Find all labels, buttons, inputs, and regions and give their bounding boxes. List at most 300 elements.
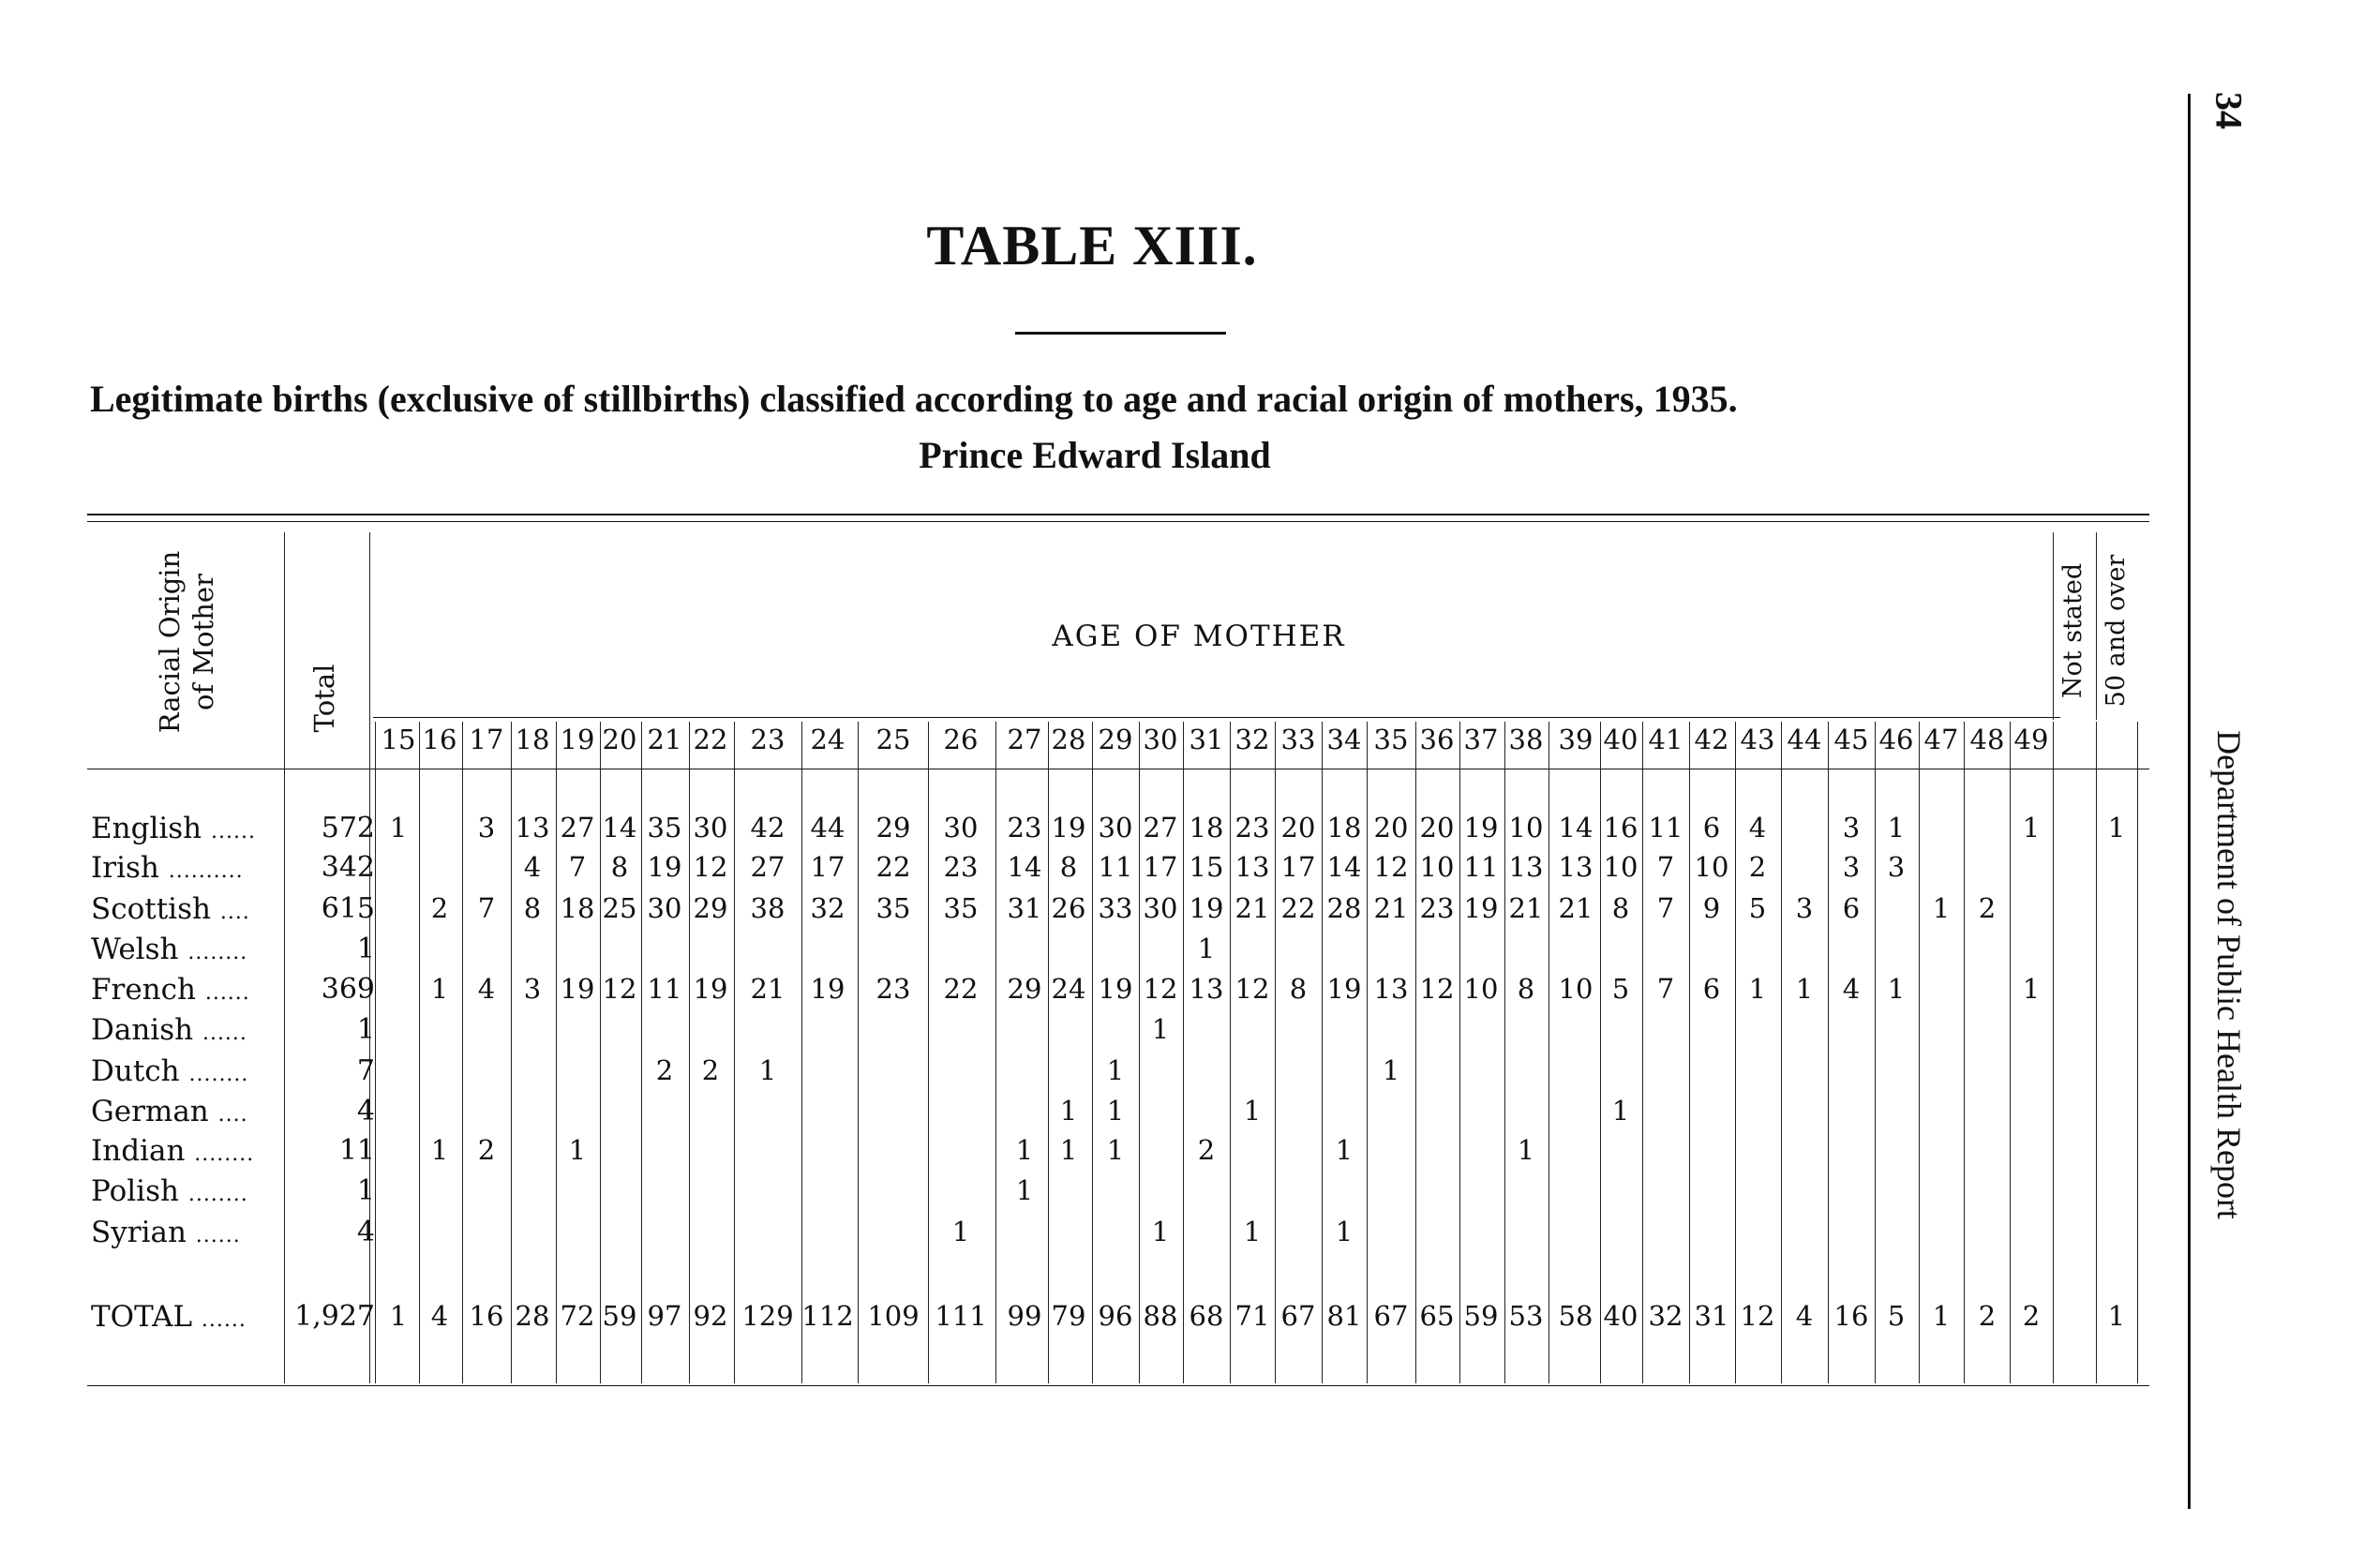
rule-age-35 xyxy=(2053,722,2054,1383)
leader-dots: ........ xyxy=(187,1183,248,1206)
row-scottish-age-22: 29 xyxy=(693,892,728,924)
rule-age-3 xyxy=(511,722,512,1383)
rule-age-27 xyxy=(1689,722,1690,1383)
rule-age-30 xyxy=(1828,722,1829,1383)
row-english-age-29: 30 xyxy=(1098,812,1133,844)
row-french-age-25: 23 xyxy=(875,973,911,1005)
row-english-age-37: 19 xyxy=(1463,812,1499,844)
row-indian-age-16: 1 xyxy=(430,1134,449,1166)
row-polish-age-27: 1 xyxy=(1015,1174,1034,1206)
origin-name: Welsh xyxy=(91,933,179,966)
row-english-age-43: 4 xyxy=(1748,812,1767,844)
rule-age-37 xyxy=(2137,722,2138,1383)
total-row-age-32: 71 xyxy=(1234,1300,1270,1332)
row-irish-age-36: 10 xyxy=(1419,851,1455,883)
rule-age-15 xyxy=(1139,722,1140,1383)
rule-age-36 xyxy=(2096,722,2097,1383)
age-header-39: 39 xyxy=(1558,724,1593,755)
racial-origin-header-line1: Racial Origin xyxy=(154,550,186,734)
row-french-age-34: 19 xyxy=(1326,973,1362,1005)
age-header-28: 28 xyxy=(1051,724,1086,755)
row-welsh-label xyxy=(91,933,247,966)
row-welsh-total: 1 xyxy=(356,933,375,965)
age-header-31: 31 xyxy=(1189,724,1224,755)
row-irish-age-31: 15 xyxy=(1189,851,1224,883)
row-french-age-43: 1 xyxy=(1748,973,1767,1005)
row-english-age-32: 23 xyxy=(1234,812,1270,844)
row-indian-total: 11 xyxy=(338,1134,375,1167)
row-scottish-age-35: 21 xyxy=(1373,892,1409,924)
total-row-age-18: 28 xyxy=(515,1300,550,1332)
row-english-age-15: 1 xyxy=(389,812,408,844)
row-french-total: 369 xyxy=(321,973,375,1006)
row-irish-age-25: 22 xyxy=(875,851,911,883)
age-header-rule xyxy=(373,717,2060,718)
leader-dots: ...... xyxy=(195,1224,241,1247)
row-scottish-age-45: 6 xyxy=(1842,892,1861,924)
age-header-40: 40 xyxy=(1603,724,1638,755)
row-french-age-26: 22 xyxy=(943,973,979,1005)
age-header-32: 32 xyxy=(1234,724,1270,755)
row-scottish-age-26: 35 xyxy=(943,892,979,924)
row-syrian-age-30: 1 xyxy=(1151,1216,1170,1247)
age-header-17: 17 xyxy=(469,724,504,755)
origin-name: French xyxy=(91,973,196,1007)
row-dutch-age-21: 2 xyxy=(655,1054,674,1086)
row-syrian-label xyxy=(91,1216,241,1249)
row-english-age-20: 14 xyxy=(602,812,637,844)
row-scottish-age-19: 18 xyxy=(560,892,595,924)
total-row-age-21: 97 xyxy=(647,1300,682,1332)
total-row-age-30: 88 xyxy=(1143,1300,1178,1332)
row-english-label xyxy=(91,812,256,845)
row-french-age-36: 12 xyxy=(1419,973,1455,1005)
row-english-age-17: 3 xyxy=(477,812,496,844)
age-header-38: 38 xyxy=(1508,724,1544,755)
leader-dots: .... xyxy=(219,901,250,924)
row-indian-label xyxy=(91,1134,254,1168)
leader-dots: ...... xyxy=(201,1308,247,1332)
age-header-16: 16 xyxy=(422,724,457,755)
page-number: 34 xyxy=(2207,92,2251,129)
row-french-age-49: 1 xyxy=(2022,973,2041,1005)
age-header-45: 45 xyxy=(1833,724,1869,755)
row-french-age-37: 10 xyxy=(1463,973,1499,1005)
row-scottish-age-27: 31 xyxy=(1007,892,1042,924)
row-german-age-29: 1 xyxy=(1106,1095,1125,1127)
leader-dots: ...... xyxy=(204,981,250,1005)
table-subtitle: Legitimate births (exclusive of stillbirths) classified according to age and racial origin of mothers, 1935. xyxy=(90,378,1738,420)
row-french-age-29: 19 xyxy=(1098,973,1133,1005)
row-irish-age-20: 8 xyxy=(610,851,629,883)
age-header-42: 42 xyxy=(1694,724,1729,755)
total-row-age-47: 1 xyxy=(1932,1300,1951,1332)
row-english-age-38: 10 xyxy=(1508,812,1544,844)
row-french-age-27: 29 xyxy=(1007,973,1042,1005)
total-row-age-15: 1 xyxy=(389,1300,408,1332)
rule-age-10 xyxy=(858,722,859,1383)
row-syrian-age-32: 1 xyxy=(1243,1216,1262,1247)
row-english-total: 572 xyxy=(321,812,375,844)
leader-dots: .......... xyxy=(168,859,244,883)
row-polish-total: 1 xyxy=(356,1174,375,1207)
total-row-age-46: 5 xyxy=(1887,1300,1906,1332)
row-scottish-age-29: 33 xyxy=(1098,892,1133,924)
row-french-age-18: 3 xyxy=(523,973,542,1005)
row-irish-age-18: 4 xyxy=(523,851,542,883)
row-german-age-32: 1 xyxy=(1243,1095,1262,1127)
total-row-age-27: 99 xyxy=(1007,1300,1042,1332)
row-polish-label xyxy=(91,1174,248,1208)
rule-age-16 xyxy=(1183,722,1184,1383)
row-english-age-19: 27 xyxy=(560,812,595,844)
row-scottish-age-31: 19 xyxy=(1189,892,1224,924)
row-danish-age-30: 1 xyxy=(1151,1013,1170,1045)
row-irish-age-43: 2 xyxy=(1748,851,1767,883)
row-scottish-age-33: 22 xyxy=(1280,892,1316,924)
row-scottish-total: 615 xyxy=(321,892,375,925)
rule-age-18 xyxy=(1275,722,1276,1383)
age-header-37: 37 xyxy=(1463,724,1499,755)
row-scottish-age-30: 30 xyxy=(1143,892,1178,924)
row-irish-age-30: 17 xyxy=(1143,851,1178,883)
total-row-age-29: 96 xyxy=(1098,1300,1133,1332)
row-danish-total: 1 xyxy=(356,1013,375,1046)
province-heading: Prince Edward Island xyxy=(919,434,1271,476)
row-english-age-28: 19 xyxy=(1051,812,1086,844)
row-english-age-40: 16 xyxy=(1603,812,1638,844)
row-irish-age-37: 11 xyxy=(1463,851,1499,883)
row-scottish-label xyxy=(91,892,250,926)
row-scottish-age-16: 2 xyxy=(430,892,449,924)
row-indian-age-38: 1 xyxy=(1517,1134,1535,1166)
age-header-49: 49 xyxy=(2013,724,2049,755)
row-french-age-23: 21 xyxy=(750,973,786,1005)
age-header-23: 23 xyxy=(750,724,786,755)
total-header: Total xyxy=(308,664,340,733)
row-german-label xyxy=(91,1095,248,1128)
row-english-age-35: 20 xyxy=(1373,812,1409,844)
row-scottish-age-25: 35 xyxy=(875,892,911,924)
row-french-age-22: 19 xyxy=(693,973,728,1005)
table-top-rule xyxy=(87,514,2149,515)
row-english-age-46: 1 xyxy=(1887,812,1906,844)
row-scottish-age-41: 7 xyxy=(1656,892,1675,924)
age-header-43: 43 xyxy=(1740,724,1775,755)
rule-age-23 xyxy=(1504,722,1505,1383)
rule-age-14 xyxy=(1092,722,1093,1383)
rule-age-25 xyxy=(1600,722,1601,1383)
row-irish-age-28: 8 xyxy=(1059,851,1078,883)
row-scottish-age-44: 3 xyxy=(1795,892,1814,924)
leader-dots: ........ xyxy=(187,941,248,964)
racial-origin-header-line2: of Mother xyxy=(187,574,219,710)
age-header-34: 34 xyxy=(1326,724,1362,755)
origin-name: English xyxy=(91,812,202,845)
row-dutch-total: 7 xyxy=(356,1054,375,1087)
row-indian-age-31: 2 xyxy=(1197,1134,1216,1166)
origin-name: Syrian xyxy=(91,1216,187,1249)
origin-name: Indian xyxy=(91,1134,186,1168)
row-danish-label xyxy=(91,1013,247,1047)
row-scottish-age-32: 21 xyxy=(1234,892,1270,924)
row-german-age-28: 1 xyxy=(1059,1095,1078,1127)
row-irish-label xyxy=(91,851,244,885)
row-irish-age-41: 7 xyxy=(1656,851,1675,883)
rule-age-0 xyxy=(375,722,376,1383)
row-irish-age-24: 17 xyxy=(810,851,845,883)
rule-age-17 xyxy=(1230,722,1231,1383)
row-french-age-40: 5 xyxy=(1611,973,1630,1005)
age-header-19: 19 xyxy=(560,724,595,755)
origin-name: German xyxy=(91,1095,209,1128)
row-french-age-30: 12 xyxy=(1143,973,1178,1005)
row-english-age-18: 13 xyxy=(515,812,550,844)
total-row-age-28: 79 xyxy=(1051,1300,1086,1332)
leader-dots: ........ xyxy=(188,1063,249,1086)
row-english-age-24: 44 xyxy=(810,812,845,844)
row-english-age-45: 3 xyxy=(1842,812,1861,844)
rule-age-13 xyxy=(1048,722,1049,1383)
row-syrian-age-34: 1 xyxy=(1335,1216,1354,1247)
row-french-age-35: 13 xyxy=(1373,973,1409,1005)
age-header-25: 25 xyxy=(875,724,911,755)
row-french-label xyxy=(91,973,250,1007)
age-header-29: 29 xyxy=(1098,724,1133,755)
not-stated-header: Not stated xyxy=(2058,562,2087,699)
row-irish-age-40: 10 xyxy=(1603,851,1638,883)
total-row-age-44: 4 xyxy=(1795,1300,1814,1332)
row-french-age-16: 1 xyxy=(430,973,449,1005)
age-header-44: 44 xyxy=(1787,724,1822,755)
total-row-age-38: 53 xyxy=(1508,1300,1544,1332)
row-indian-age-19: 1 xyxy=(568,1134,587,1166)
row-english-age-49: 1 xyxy=(2022,812,2041,844)
origin-name: Irish xyxy=(91,851,159,885)
row-irish-age-38: 13 xyxy=(1508,851,1544,883)
total-row-age-20: 59 xyxy=(602,1300,637,1332)
age-header-26: 26 xyxy=(943,724,979,755)
row-irish-age-26: 23 xyxy=(943,851,979,883)
age-header-27: 27 xyxy=(1007,724,1042,755)
row-english-age-42: 6 xyxy=(1702,812,1721,844)
age-header-33: 33 xyxy=(1280,724,1316,755)
total-row-age-33: 67 xyxy=(1280,1300,1316,1332)
rule-age-12 xyxy=(995,722,996,1383)
row-irish-age-23: 27 xyxy=(750,851,786,883)
origin-name: Danish xyxy=(91,1013,194,1047)
total-row-age-25: 109 xyxy=(867,1300,920,1332)
rule-age-32 xyxy=(1919,722,1920,1383)
rule-age-31 xyxy=(1875,722,1876,1383)
total-row-age-40: 40 xyxy=(1603,1300,1638,1332)
row-scottish-age-42: 9 xyxy=(1702,892,1721,924)
row-french-age-32: 12 xyxy=(1234,973,1270,1005)
row-english-age-27: 23 xyxy=(1007,812,1042,844)
row-irish-age-46: 3 xyxy=(1887,851,1906,883)
row-scottish-age-17: 7 xyxy=(477,892,496,924)
age-header-30: 30 xyxy=(1143,724,1178,755)
total-row-age-45: 16 xyxy=(1833,1300,1869,1332)
age-header-20: 20 xyxy=(602,724,637,755)
row-french-age-28: 24 xyxy=(1051,973,1086,1005)
table-title: TABLE XIII. xyxy=(926,215,1258,276)
age-header-48: 48 xyxy=(1969,724,2005,755)
rule-age-6 xyxy=(641,722,642,1383)
row-irish-total: 342 xyxy=(321,851,375,884)
row-scottish-age-28: 26 xyxy=(1051,892,1086,924)
row-irish-age-32: 13 xyxy=(1234,851,1270,883)
row-scottish-age-23: 38 xyxy=(750,892,786,924)
row-irish-age-42: 10 xyxy=(1694,851,1729,883)
total-row-age-35: 67 xyxy=(1373,1300,1409,1332)
total-row-age-24: 112 xyxy=(801,1300,854,1332)
row-indian-age-28: 1 xyxy=(1059,1134,1078,1166)
age-header-36: 36 xyxy=(1419,724,1455,755)
row-french-age-45: 4 xyxy=(1842,973,1861,1005)
rule-age-21 xyxy=(1415,722,1416,1383)
rule-age-26 xyxy=(1642,722,1643,1383)
age-header-47: 47 xyxy=(1923,724,1959,755)
row-scottish-age-20: 25 xyxy=(602,892,637,924)
row-scottish-age-39: 21 xyxy=(1558,892,1593,924)
row-scottish-age-24: 32 xyxy=(810,892,845,924)
leader-dots: ...... xyxy=(211,820,256,844)
origin-name: Scottish xyxy=(91,892,211,926)
age-header-21: 21 xyxy=(647,724,682,755)
origin-name: TOTAL xyxy=(91,1300,193,1334)
row-scottish-age-38: 21 xyxy=(1508,892,1544,924)
rule-age-5 xyxy=(600,722,601,1383)
row-english-age-23: 42 xyxy=(750,812,786,844)
total-row-total: 1,927 xyxy=(294,1300,375,1333)
row-french-age-20: 12 xyxy=(602,973,637,1005)
row-irish-age-45: 3 xyxy=(1842,851,1861,883)
row-syrian-total: 4 xyxy=(356,1216,375,1248)
row-indian-age-29: 1 xyxy=(1106,1134,1125,1166)
total-row-age-16: 4 xyxy=(430,1300,449,1332)
row-french-age-17: 4 xyxy=(477,973,496,1005)
leader-dots: ........ xyxy=(194,1142,255,1166)
row-indian-age-27: 1 xyxy=(1015,1134,1034,1166)
origin-name: Dutch xyxy=(91,1054,180,1088)
row-scottish-age-47: 1 xyxy=(1932,892,1951,924)
rule-age-1 xyxy=(419,722,420,1383)
row-welsh-age-31: 1 xyxy=(1197,933,1216,964)
row-scottish-age-37: 19 xyxy=(1463,892,1499,924)
row-dutch-age-29: 1 xyxy=(1106,1054,1125,1086)
row-french-age-39: 10 xyxy=(1558,973,1593,1005)
rule-not-stated-upper xyxy=(2053,532,2054,720)
total-row-age-31: 68 xyxy=(1189,1300,1224,1332)
row-english-age-31: 18 xyxy=(1189,812,1224,844)
leader-dots: ...... xyxy=(202,1022,247,1045)
rule-age-19 xyxy=(1322,722,1323,1383)
row-dutch-age-22: 2 xyxy=(701,1054,720,1086)
row-english-age-33: 20 xyxy=(1280,812,1316,844)
row-french-age-46: 1 xyxy=(1887,973,1906,1005)
total-row-age-42: 31 xyxy=(1694,1300,1729,1332)
row-irish-age-33: 17 xyxy=(1280,851,1316,883)
age-header-35: 35 xyxy=(1373,724,1409,755)
rule-age-28 xyxy=(1735,722,1736,1383)
total-row-age-19: 72 xyxy=(560,1300,595,1332)
rule-age-8 xyxy=(734,722,735,1383)
row-english-age-36: 20 xyxy=(1419,812,1455,844)
table-bottom-rule xyxy=(87,1385,2149,1386)
title-underline xyxy=(1015,332,1226,335)
total-row-age-48: 2 xyxy=(1978,1300,1997,1332)
row-irish-age-19: 7 xyxy=(568,851,587,883)
row-english-age-25: 29 xyxy=(875,812,911,844)
fifty-and-over-header: 50 and over xyxy=(2102,554,2131,708)
row-english-age-30: 27 xyxy=(1143,812,1178,844)
row-english-age-34: 18 xyxy=(1326,812,1362,844)
row-french-age-38: 8 xyxy=(1517,973,1535,1005)
row-english-age-21: 35 xyxy=(647,812,682,844)
row-irish-age-39: 13 xyxy=(1558,851,1593,883)
total-row-age-34: 81 xyxy=(1326,1300,1362,1332)
row-scottish-age-48: 2 xyxy=(1978,892,1997,924)
row-french-age-41: 7 xyxy=(1656,973,1675,1005)
row-german-total: 4 xyxy=(356,1095,375,1127)
row-irish-age-21: 19 xyxy=(647,851,682,883)
row-irish-age-34: 14 xyxy=(1326,851,1362,883)
racial-origin-header xyxy=(153,551,220,734)
row-english-age-39: 14 xyxy=(1558,812,1593,844)
total-row-age-22: 92 xyxy=(693,1300,728,1332)
row-german-age-40: 1 xyxy=(1611,1095,1630,1127)
leader-dots: .... xyxy=(217,1103,248,1127)
total-row-age-37: 59 xyxy=(1463,1300,1499,1332)
rule-age-22 xyxy=(1459,722,1460,1383)
total-row-age-41: 32 xyxy=(1648,1300,1683,1332)
row-indian-age-17: 2 xyxy=(477,1134,496,1166)
age-header-18: 18 xyxy=(515,724,550,755)
total-row-age-17: 16 xyxy=(469,1300,504,1332)
rule-age-29 xyxy=(1781,722,1782,1383)
rule-after-origin xyxy=(284,532,285,1383)
age-header-15: 15 xyxy=(381,724,416,755)
rule-age-9 xyxy=(801,722,802,1383)
margin-rule xyxy=(2188,94,2191,1509)
age-header-24: 24 xyxy=(810,724,845,755)
total-row-age-39: 58 xyxy=(1558,1300,1593,1332)
row-french-age-24: 19 xyxy=(810,973,845,1005)
age-header-41: 41 xyxy=(1648,724,1683,755)
rule-age-34 xyxy=(2010,722,2011,1383)
row-scottish-age-43: 5 xyxy=(1748,892,1767,924)
row-scottish-age-34: 28 xyxy=(1326,892,1362,924)
total-row-not-stated: 1 xyxy=(2107,1300,2126,1332)
table-top-rule-2 xyxy=(87,521,2149,522)
row-french-age-31: 13 xyxy=(1189,973,1224,1005)
running-header: Department of Public Health Report xyxy=(2210,730,2248,1219)
row-english-age-26: 30 xyxy=(943,812,979,844)
total-row-age-23: 129 xyxy=(741,1300,794,1332)
row-english-not-stated: 1 xyxy=(2107,812,2126,844)
rule-fifty-upper xyxy=(2096,532,2097,720)
row-irish-age-22: 12 xyxy=(693,851,728,883)
rule-age-2 xyxy=(462,722,463,1383)
row-english-age-41: 11 xyxy=(1648,812,1683,844)
total-row-age-36: 65 xyxy=(1419,1300,1455,1332)
row-syrian-age-26: 1 xyxy=(951,1216,970,1247)
row-french-age-19: 19 xyxy=(560,973,595,1005)
total-row-age-26: 111 xyxy=(935,1300,987,1332)
rule-age-7 xyxy=(689,722,690,1383)
age-of-mother-header: AGE OF MOTHER xyxy=(1052,620,1346,653)
